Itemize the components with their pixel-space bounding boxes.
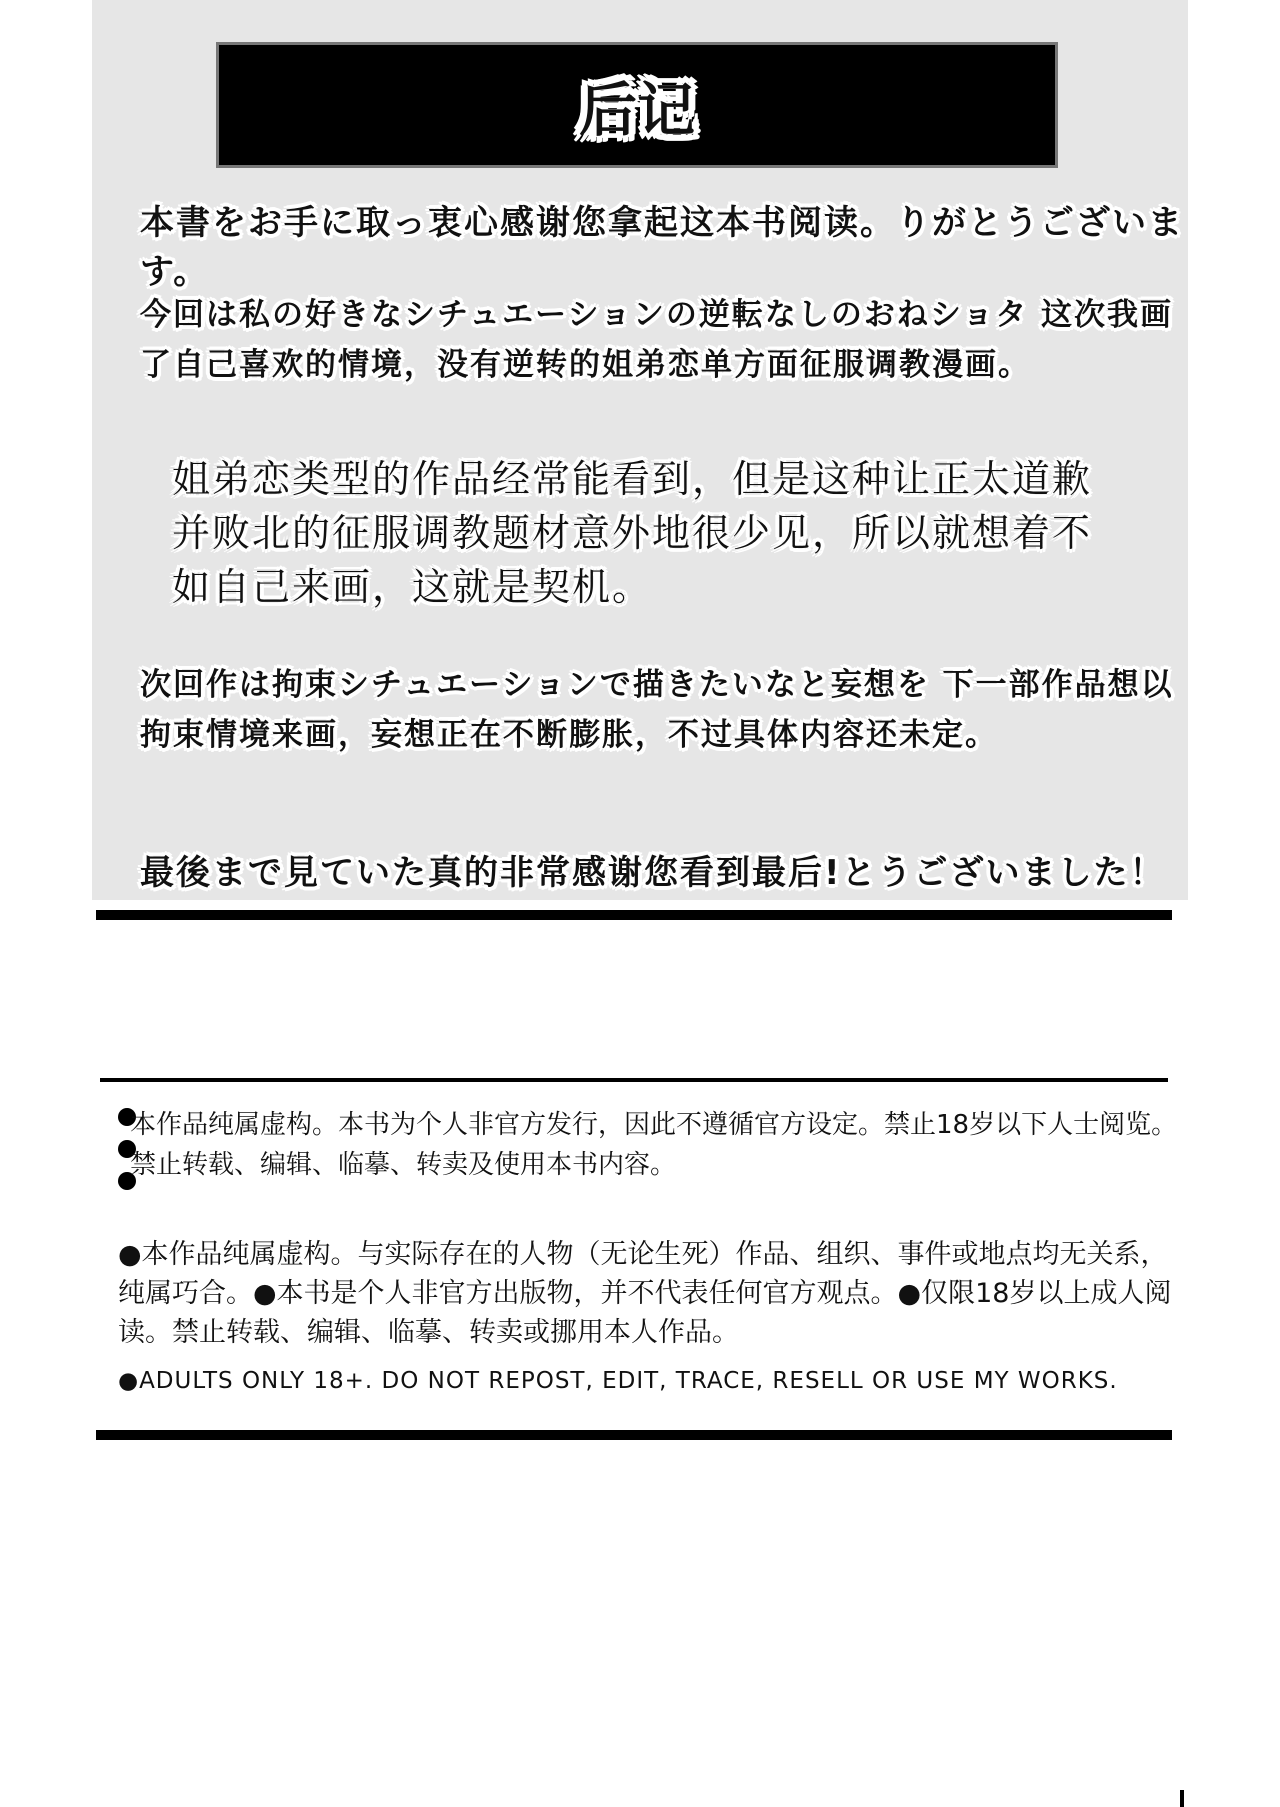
divider-thin xyxy=(100,1078,1168,1082)
paragraph-motivation: 姐弟恋类型的作品经常能看到，但是这种让正太道歉并败北的征服调教题材意外地很少见，所以就想着不如自己来画，这就是契机。 xyxy=(172,457,1093,609)
paragraph-closing: 最後まで見ていた真的非常感谢您看到最后!とうございました！ xyxy=(140,853,1166,893)
paragraph-next-work: 次回作は拘束シチュエーションで描きたいなと妄想を 下一部作品想以拘束情境来画，妄想正在不断膨胀，不过具体内容还未定。 xyxy=(140,667,1174,753)
notice-long xyxy=(118,1235,1178,1352)
title-bar xyxy=(216,42,1058,168)
notice-long-text: ●本作品纯属虚构。与实际存在的人物（无论生死）作品、组织、事件或地点均无关系，纯属巧合。●本书是个人非官方出版物，并不代表任何官方观点。●仅限18岁以上成人阅读。禁止转载、编辑、临摹、转卖或挪用本人作品。 xyxy=(118,1239,1172,1348)
divider-top xyxy=(96,910,1172,920)
paragraph-thanks: 本書をお手に取っ衷心感谢您拿起这本书阅读。りがとうございます。 xyxy=(140,203,1184,292)
notice-short xyxy=(118,1105,1190,1185)
paragraph-theme: 今回は私の好きなシチュエーションの逆転なしのおねショタ 这次我画了自己喜欢的情境，没有逆转的姐弟恋单方面征服调教漫画。 xyxy=(140,297,1173,383)
notice-short-text: 本作品纯属虚构。本书为个人非官方发行，因此不遵循官方设定。禁止18岁以下人士阅览。禁止转载、编辑、临摹、转卖及使用本书内容。 xyxy=(130,1110,1178,1180)
divider-bottom xyxy=(96,1430,1172,1440)
corner-mark xyxy=(1180,1790,1184,1807)
adults-only-notice: ●ADULTS ONLY 18+. DO NOT REPOST, EDIT, TRACE, RESELL OR USE MY WORKS. xyxy=(118,1368,1118,1394)
page-title: 后记 xyxy=(578,76,695,144)
